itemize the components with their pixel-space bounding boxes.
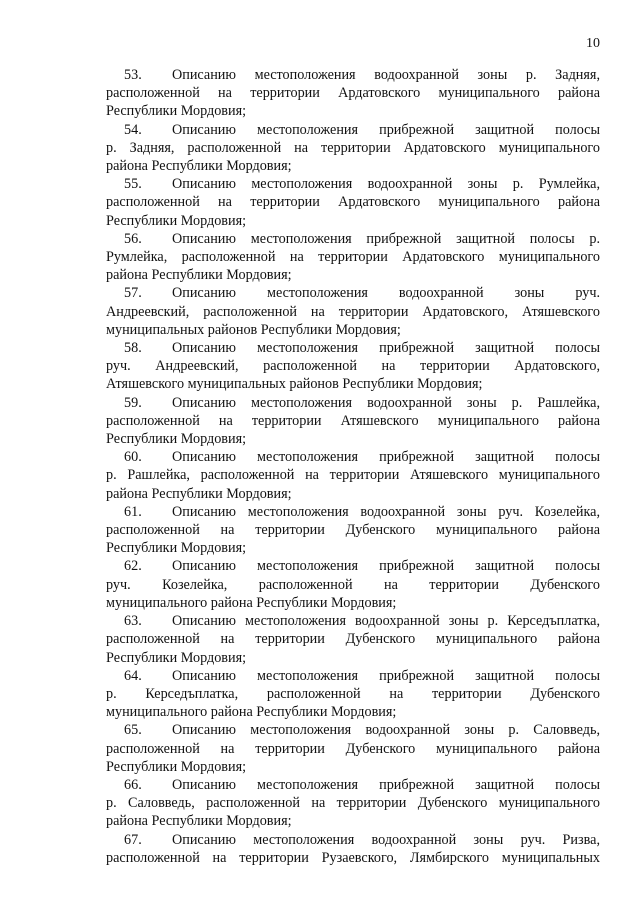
item-text: Описанию местоположения прибрежной защитной полосы р. [172, 230, 600, 247]
item-text: района Республики Мордовия; [106, 267, 292, 284]
item-text: Республики Мордовия; [106, 540, 247, 557]
item-text: расположенной на территории Дубенского муниципального района [106, 631, 600, 648]
list-item [106, 448, 600, 503]
item-text: р. Саловведь, расположенной на территории Дубенского муниципального [106, 795, 600, 812]
item-line [106, 539, 600, 557]
item-line [106, 84, 600, 102]
list-item [106, 721, 600, 776]
item-number: 56. [124, 230, 142, 247]
item-text: Описанию местоположения водоохранной зоны руч. Ризва, [172, 831, 600, 848]
item-number: 59. [124, 394, 142, 411]
item-line [106, 485, 600, 503]
list-item [106, 66, 600, 121]
item-text: расположенной на территории Ардатовского муниципального района [106, 194, 600, 211]
item-number: 55. [124, 176, 142, 193]
list-item [106, 339, 600, 394]
item-line [106, 649, 600, 667]
item-text: района Республики Мордовия; [106, 813, 292, 830]
item-text: муниципального района Республики Мордовия; [106, 704, 397, 721]
item-text: Республики Мордовия; [106, 649, 247, 666]
item-text: р. Задняя, расположенной на территории Ардатовского муниципального [106, 139, 600, 156]
item-text: Описанию местоположения водоохранной зоны р. Керседъплатка, [172, 613, 600, 630]
item-text: муниципального района Республики Мордовия; [106, 594, 397, 611]
list-item [106, 831, 600, 867]
item-text: расположенной на территории Атяшевского муниципального района [106, 412, 600, 429]
item-first-line [106, 831, 600, 849]
item-first-line [106, 121, 600, 139]
item-line [106, 321, 600, 339]
item-text: руч. Козелейка, расположенной на территории Дубенского [106, 576, 600, 593]
list-item [106, 284, 600, 339]
item-text: Описанию местоположения водоохранной зоны р. Саловведь, [172, 722, 600, 739]
item-text: Описанию местоположения водоохранной зоны р. Задняя, [172, 67, 600, 83]
item-first-line [106, 667, 600, 685]
list-item [106, 612, 600, 667]
item-text: Республики Мордовия; [106, 103, 247, 120]
item-text: Описанию местоположения водоохранной зоны руч. Козелейка, [172, 503, 600, 520]
list-item [106, 503, 600, 558]
list-item [106, 776, 600, 831]
item-number: 64. [124, 667, 142, 684]
item-text: Описанию местоположения водоохранной зоны руч. [172, 285, 600, 302]
item-text: Республики Мордовия; [106, 212, 247, 229]
item-first-line [106, 557, 600, 575]
item-first-line [106, 394, 600, 412]
item-line [106, 412, 600, 430]
item-text: руч. Андреевский, расположенной на территории Ардатовского, [106, 358, 600, 375]
item-text: района Республики Мордовия; [106, 485, 292, 502]
item-text: р. Керседъплатка, расположенной на территории Дубенского [106, 685, 600, 702]
item-line [106, 594, 600, 612]
item-first-line [106, 339, 600, 357]
item-line [106, 266, 600, 284]
page-number: 10 [586, 36, 600, 51]
item-line [106, 212, 600, 230]
item-number: 54. [124, 121, 142, 138]
item-number: 67. [124, 831, 142, 848]
item-line [106, 812, 600, 830]
item-line [106, 630, 600, 648]
item-number: 58. [124, 340, 142, 357]
item-text: района Республики Мордовия; [106, 158, 292, 175]
item-text: Описанию местоположения прибрежной защитной полосы [172, 776, 600, 793]
item-line [106, 375, 600, 393]
item-line [106, 794, 600, 812]
item-first-line [106, 66, 600, 84]
item-line [106, 849, 600, 867]
item-first-line [106, 612, 600, 630]
list-item [106, 667, 600, 722]
item-text: Описанию местоположения прибрежной защитной полосы [172, 340, 600, 357]
item-line [106, 357, 600, 375]
item-first-line [106, 230, 600, 248]
item-number: 62. [124, 558, 142, 575]
item-text: Описанию местоположения прибрежной защитной полосы [172, 121, 600, 138]
item-line [106, 466, 600, 484]
item-text: Описанию местоположения прибрежной защитной полосы [172, 558, 600, 575]
item-text: Описанию местоположения прибрежной защитной полосы [172, 449, 600, 466]
item-number: 63. [124, 613, 142, 630]
item-text: Описанию местоположения прибрежной защитной полосы [172, 667, 600, 684]
item-text: расположенной на территории Рузаевского, Лямбирского муниципальных [106, 849, 600, 866]
list-item [106, 121, 600, 176]
item-text: р. Рашлейка, расположенной на территории Атяшевского муниципального [106, 467, 600, 484]
item-text: расположенной на территории Дубенского муниципального района [106, 740, 600, 757]
item-number: 65. [124, 722, 142, 739]
item-line [106, 758, 600, 776]
item-number: 66. [124, 776, 142, 793]
item-line [106, 139, 600, 157]
item-line [106, 102, 600, 120]
item-text: Республики Мордовия; [106, 758, 247, 775]
item-line [106, 685, 600, 703]
item-line [106, 576, 600, 594]
item-number: 60. [124, 449, 142, 466]
item-line [106, 521, 600, 539]
item-number: 53. [124, 67, 142, 83]
item-line [106, 193, 600, 211]
item-line [106, 430, 600, 448]
list-item [106, 175, 600, 230]
item-text: расположенной на территории Ардатовского муниципального района [106, 85, 600, 102]
item-first-line [106, 776, 600, 794]
document-body [106, 66, 600, 867]
item-text: муниципальных районов Республики Мордовия; [106, 321, 401, 338]
item-text: Румлейка, расположенной на территории Ардатовского муниципального [106, 249, 600, 266]
item-number: 61. [124, 503, 142, 520]
list-item [106, 557, 600, 612]
item-number: 57. [124, 285, 142, 302]
item-text: Андреевский, расположенной на территории Ардатовского, Атяшевского [106, 303, 600, 320]
list-item [106, 394, 600, 449]
item-line [106, 703, 600, 721]
item-first-line [106, 175, 600, 193]
item-text: расположенной на территории Дубенского муниципального района [106, 522, 600, 539]
item-first-line [106, 721, 600, 739]
item-line [106, 157, 600, 175]
item-text: Описанию местоположения водоохранной зоны р. Румлейка, [172, 176, 600, 193]
list-item [106, 230, 600, 285]
item-line [106, 303, 600, 321]
item-line [106, 740, 600, 758]
item-text: Республики Мордовия; [106, 431, 247, 448]
item-text: Описанию местоположения водоохранной зоны р. Рашлейка, [172, 394, 600, 411]
item-line [106, 248, 600, 266]
item-first-line [106, 503, 600, 521]
item-first-line [106, 448, 600, 466]
item-first-line [106, 284, 600, 302]
item-text: Атяшевского муниципальных районов Республики Мордовия; [106, 376, 483, 393]
